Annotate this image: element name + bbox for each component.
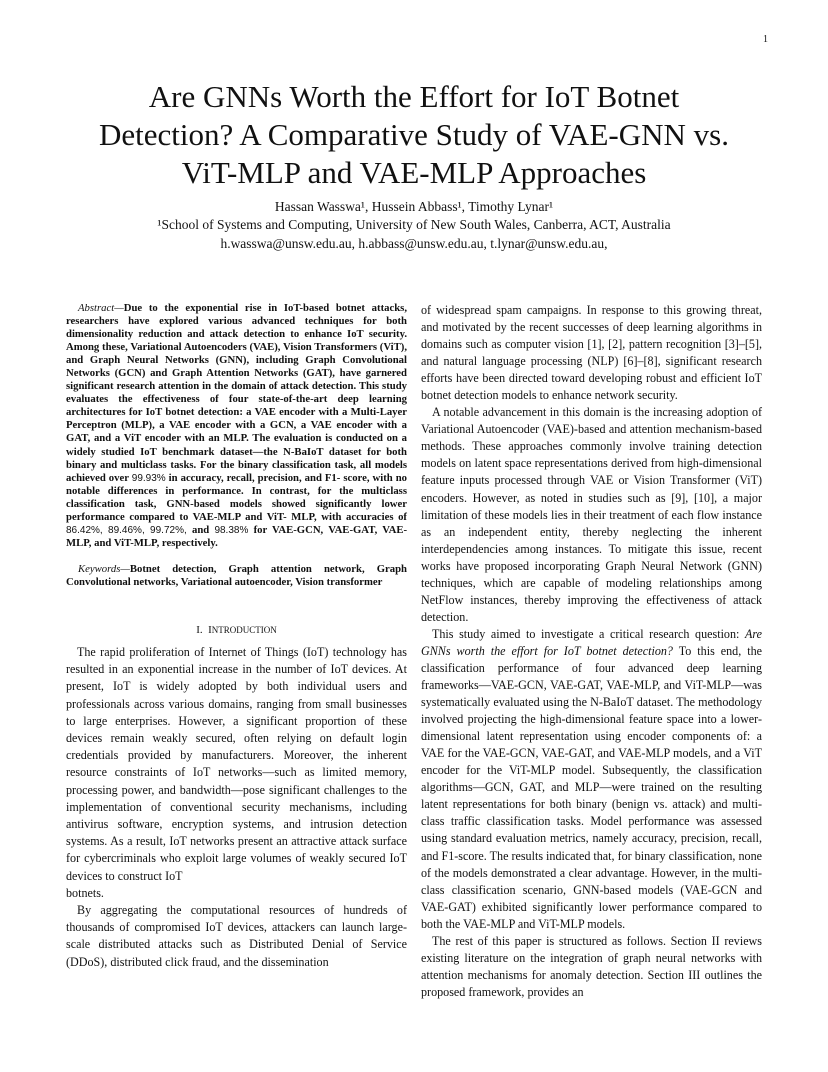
paper-title	[60, 78, 768, 192]
abstract-dash: —	[114, 302, 124, 314]
title-line: Are GNNs Worth the Effort for IoT Botnet	[148, 79, 680, 114]
keywords	[66, 563, 407, 589]
keywords-dash: —	[120, 562, 130, 575]
title-line: ViT-MLP and VAE-MLP Approaches	[181, 155, 647, 190]
keywords-text: Botnet detection, Graph attention network, Graph Convolutional networks, Variational autoencoder, Vision transformer	[66, 562, 407, 588]
abstract	[66, 302, 407, 550]
paragraph: A notable advancement in this domain is the increasing adoption of Variational Autoencoder (VAE)-based and attention mechanism-based methods. These approaches commonly involve training detection models on latent space representations derived from high-dimensional feature inputs processed through VAE or Vision Transformer (ViT) encoders. However, as noted in studies such as [9], [10], a major limitation of these models lies in their treatment of each flow instance as an independent entity, thereby neglecting the inherent interdependencies among instances. To mitigate this issue, recent works have proposed incorporating Graph Neural Network (GNN) techniques, which are capable of modeling relationships among NetFlow instances, thereby improving the effectiveness of attack detection.	[421, 405, 762, 624]
paragraph: The rest of this paper is structured as follows. Section II reviews existing literature on the integration of graph neural networks with attention mechanisms for anomaly detection. Section III outlines the proposed framework, provides an	[421, 933, 762, 999]
section-heading-introduction	[66, 623, 407, 637]
paragraph-text: This study aimed to investigate a critical research question:	[432, 626, 745, 641]
abstract-number: 98.38%	[214, 524, 249, 536]
paragraph: of widespread spam campaigns. In response to this growing threat, and motivated by the recent successes of deep learning algorithms in domains such as computer vision [1], [2], pattern recognition [3]–[5], and natural language processing (NLP) [6]–[8], significant research efforts have been directed toward developing robust and efficient IoT botnet detection models to enhance network security.	[421, 303, 762, 403]
section-numeral: I.	[196, 623, 203, 636]
abstract-text: for VAE-GCN, VAE-GAT, VAE-MLP, and ViT-MLP, respectively.	[66, 523, 408, 549]
paragraph-research-question	[421, 626, 762, 933]
section-initial: I	[208, 623, 212, 636]
research-question: Are GNNs worth the effort for IoT botnet detection?	[421, 626, 762, 658]
author-emails: h.wasswa@unsw.edu.au, h.abbass@unsw.edu.au, t.lynar@unsw.edu.au,	[220, 236, 608, 251]
abstract-number: 99.93%	[131, 472, 166, 484]
section-title-rest: NTRODUCTION	[211, 624, 277, 635]
abstract-text: in accuracy, recall, precision, and F1- score, with no notable differences in performance. In contrast, for the multiclass classification task, GNN-based models showed significantly lower performance compared to VAE-MLP and ViT- MLP, with accuracies of	[66, 471, 408, 523]
left-column	[66, 302, 407, 971]
paragraph-text: To this end, the classification performance of four advanced deep learning frameworks—VAE-GCN, VAE-GAT, VAE-MLP, and ViT-MLP—was systematically evaluated using the N-BaIoT dataset. The methodology involved projecting the high-dimensional feature space into a lower-dimensional latent representation using encoder components of: a VAE for the VAE-GCN, VAE-GAT, and VAE-MLP models, and a ViT encoder for the ViT-MLP model. Subsequently, the classification algorithms—GCN, GAT, and MLP—were trained on the resulting latent representations for both binary (benign vs. attack) and multi-class traffic classification tasks. Model performance was assessed using standard evaluation metrics, namely accuracy, precision, recall, and F1-score. The results indicated that, for binary classification, none of the models demonstrated a clear advantage. However, in the multi-class classification scenario, GNN-based models (VAE-GCN and VAE-GAT) exhibited significantly lower performance compared to both the VAE-MLP and ViT-MLP models.	[421, 643, 763, 931]
abstract-number: 86.42%, 89.46%, 99.72%,	[66, 524, 187, 536]
right-column	[421, 302, 762, 1001]
keywords-label: Keywords	[78, 562, 121, 575]
page-number: 1	[763, 34, 768, 45]
paragraph: By aggregating the computational resources of hundreds of thousands of compromised IoT devices, attackers can launch large-scale distributed attacks such as Distributed Denial of Service (DDoS), distributed click fraud, and the dissemination	[66, 903, 407, 969]
abstract-label: Abstract	[78, 302, 115, 314]
author-list: Hassan Wasswa¹, Hussein Abbass¹, Timothy Lynar¹	[274, 199, 554, 214]
paragraph: The rapid proliferation of Internet of Things (IoT) technology has resulted in an exponential increase in the number of IoT devices. At present, IoT is widely adopted by both individual users and professionals across various domains, ranging from small businesses to large enterprises. However, a significant proportion of these devices remain weakly secured, often relying on default login credentials provided by manufacturers. Moreover, the inherent resource constraints of IoT networks—such as limited memory, processing power, and bandwidth—pose significant challenges to the implementation of conventional security mechanisms, including antivirus software, encryption systems, and intrusion detection systems. As a result, IoT networks present an attractive attack surface for cybercriminals who exploit large volumes of weakly secured IoT devices to construct IoT	[66, 644, 407, 883]
abstract-text: Due to the exponential rise in IoT-based botnet attacks, researchers have explored various advanced techniques for both dimensionality reduction and attack detection to enhance IoT security. Among these, Variational Autoencoders (VAE), Vision Transformers (ViT), and Graph Neural Networks (GNN), including Graph Convolutional Networks (GCN) and Graph Attention Networks (GAT), have garnered significant research attention in the domain of attack detection. This study evaluates the effectiveness of four state-of-the-art deep learning architectures for IoT botnet detection: a VAE encoder with a Multi-Layer Perceptron (MLP), a VAE encoder with a GCN, a VAE encoder with a GAT, and a ViT encoder with an MLP. The evaluation is conducted on a widely studied IoT benchmark dataset—the N-BaIoT dataset for both binary and multiclass tasks. For the binary classification task, all models achieved over	[66, 302, 407, 484]
title-line: Detection? A Comparative Study of VAE-GNN vs.	[99, 117, 729, 152]
affiliation: ¹School of Systems and Computing, University of New South Wales, Canberra, ACT, Australia	[157, 217, 671, 232]
paragraph: botnets.	[66, 885, 104, 900]
abstract-text: and	[186, 523, 215, 536]
